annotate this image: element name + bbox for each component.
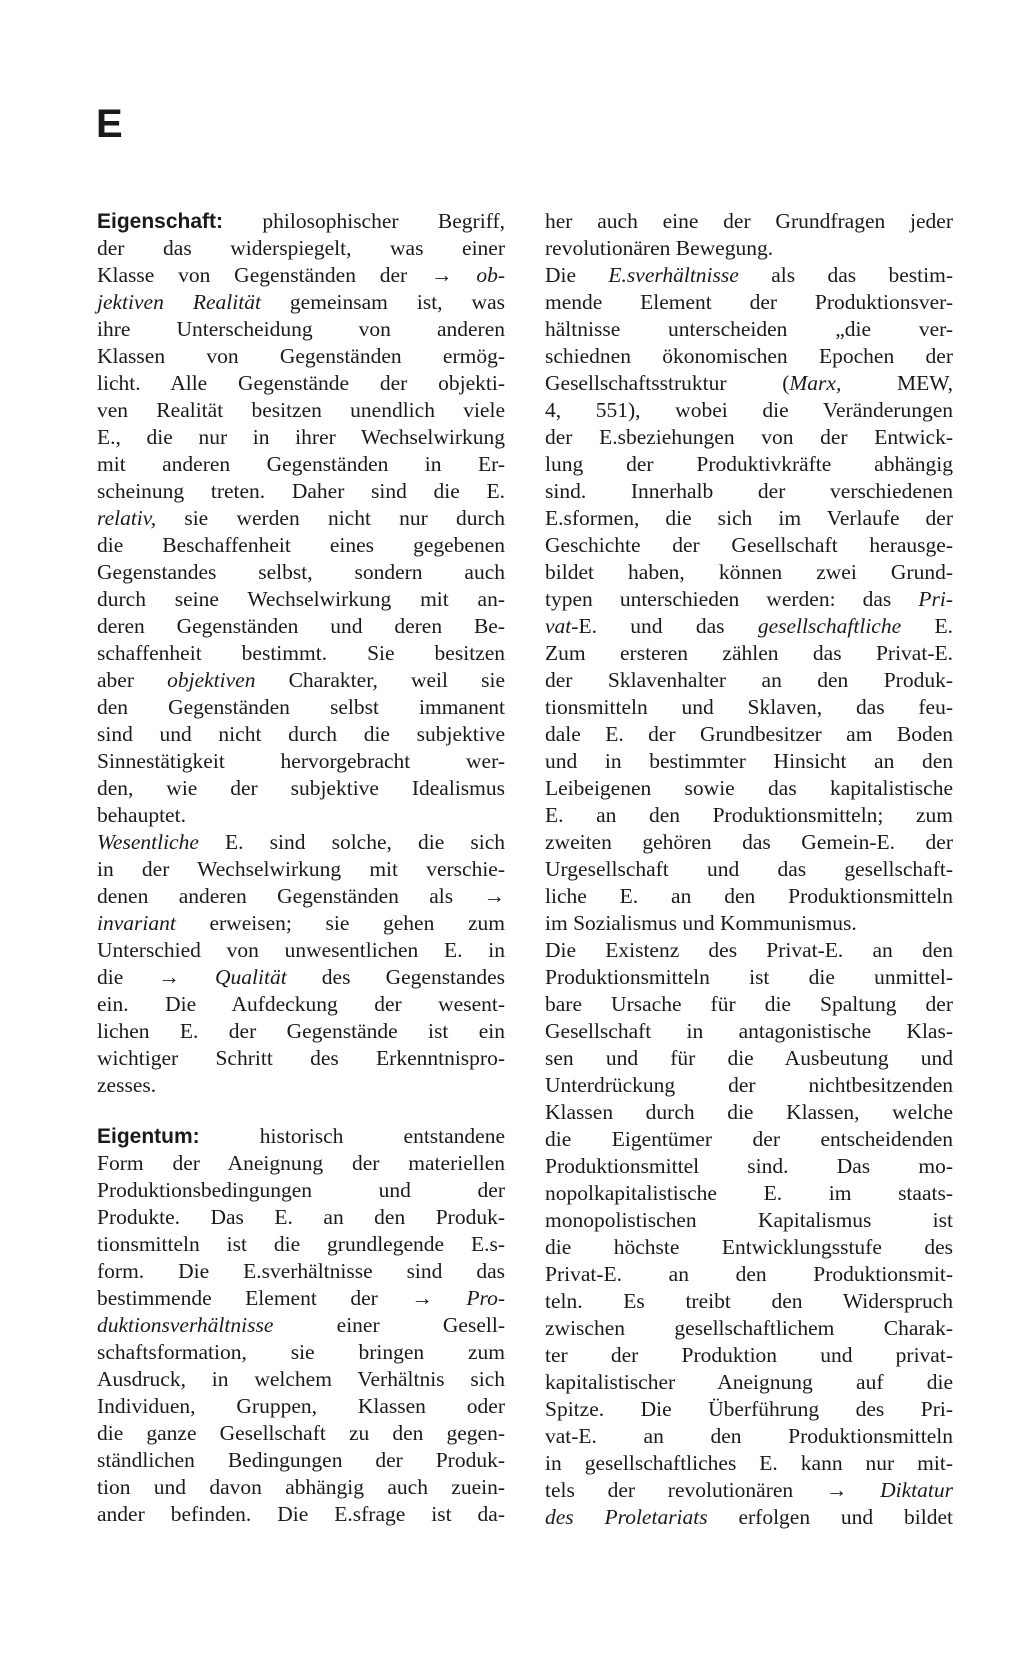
text-segment: lung der Produktivkräfte abhängig xyxy=(545,452,953,476)
italic-term: jektiven Realität xyxy=(97,290,261,314)
text-segment: her auch eine der Grundfragen jeder xyxy=(545,209,953,233)
text-line xyxy=(97,1072,505,1099)
text-line xyxy=(545,1423,953,1450)
text-segment: Charakter, weil sie xyxy=(255,668,505,692)
right-column xyxy=(545,208,953,1531)
text-segment: E. xyxy=(901,614,953,638)
text-line xyxy=(97,1258,505,1285)
text-line xyxy=(97,1501,505,1528)
text-line xyxy=(545,1450,953,1477)
text-line xyxy=(97,424,505,451)
text-segment: historisch entstandene xyxy=(259,1124,506,1148)
text-line xyxy=(545,424,953,451)
text-line xyxy=(545,1099,953,1126)
text-segment: ter der Produktion und privat- xyxy=(545,1343,953,1367)
text-line xyxy=(97,208,505,235)
text-line xyxy=(545,1342,953,1369)
text-line xyxy=(97,667,505,694)
italic-term: ob- xyxy=(476,263,505,287)
text-segment: sind und nicht durch die subjektive xyxy=(97,722,505,746)
text-line xyxy=(97,451,505,478)
text-segment: vat-E. an den Produktionsmitteln xyxy=(545,1424,953,1448)
text-segment: Privat-E. an den Produktionsmit- xyxy=(545,1262,953,1286)
text-line xyxy=(545,208,953,235)
italic-term: Marx, xyxy=(789,371,842,395)
text-segment: lichen E. der Gegenstände ist ein xyxy=(97,1019,505,1043)
text-line xyxy=(97,964,505,991)
text-segment: Klassen von Gegenständen ermög- xyxy=(97,344,505,368)
text-line xyxy=(545,1072,953,1099)
text-segment: zesses. xyxy=(97,1073,157,1097)
text-line xyxy=(545,775,953,802)
text-segment: den, wie der subjektive Idealismus xyxy=(97,776,505,800)
text-line xyxy=(97,721,505,748)
text-line xyxy=(545,964,953,991)
text-segment: des Gegenstandes xyxy=(286,965,505,989)
text-line xyxy=(545,613,953,640)
text-line xyxy=(97,532,505,559)
entry-headword: Eigenschaft: xyxy=(97,210,224,233)
dictionary-entry xyxy=(97,1123,505,1528)
text-segment: E. und das xyxy=(578,614,758,638)
text-segment: die ganze Gesellschaft zu den gegen- xyxy=(97,1421,505,1445)
text-line xyxy=(97,1474,505,1501)
text-segment: die → xyxy=(97,965,216,989)
text-segment: sen und für die Ausbeutung und xyxy=(545,1046,953,1070)
text-line xyxy=(545,694,953,721)
text-segment: scheinung treten. Daher sind die E. xyxy=(97,479,505,503)
text-line xyxy=(97,478,505,505)
text-segment: E.sformen, die sich im Verlaufe der xyxy=(545,506,953,530)
text-segment: der Sklavenhalter an den Produk- xyxy=(545,668,953,692)
text-segment: behauptet. xyxy=(97,803,186,827)
text-segment: bildet haben, können zwei Grund- xyxy=(545,560,953,584)
text-line xyxy=(545,370,953,397)
italic-term: Diktatur xyxy=(880,1478,953,1502)
text-segment: wichtiger Schritt des Erkenntnispro- xyxy=(97,1046,505,1070)
text-line xyxy=(545,451,953,478)
text-line xyxy=(545,721,953,748)
text-segment: teln. Es treibt den Widerspruch xyxy=(545,1289,953,1313)
text-segment: bare Ursache für die Spaltung der xyxy=(545,992,953,1016)
text-line xyxy=(97,1150,505,1177)
text-line xyxy=(545,532,953,559)
text-line xyxy=(97,1045,505,1072)
text-segment: MEW, xyxy=(841,371,953,395)
text-line xyxy=(97,1018,505,1045)
text-segment: dale E. der Grundbesitzer am Boden xyxy=(545,722,953,746)
left-column xyxy=(97,208,505,1528)
text-line xyxy=(545,802,953,829)
text-segment: licht. Alle Gegenstände der objekti- xyxy=(97,371,505,395)
text-segment: im Sozialismus und Kommunismus. xyxy=(545,911,857,935)
text-segment: zweiten gehören das Gemein-E. der xyxy=(545,830,953,854)
text-line xyxy=(545,1261,953,1288)
text-segment: die höchste Entwicklungsstufe des xyxy=(545,1235,953,1259)
text-segment: Zum ersteren zählen das Privat-E. xyxy=(545,641,953,665)
text-segment: den Gegenständen selbst immanent xyxy=(97,695,505,719)
text-line xyxy=(97,1447,505,1474)
text-segment: in der Wechselwirkung mit verschie- xyxy=(97,857,505,881)
italic-term: vat- xyxy=(545,614,579,638)
text-segment: der das widerspiegelt, was einer xyxy=(97,236,505,260)
italic-term: Pri- xyxy=(918,587,953,611)
text-line xyxy=(545,1396,953,1423)
text-line xyxy=(545,289,953,316)
text-segment: Individuen, Gruppen, Klassen oder xyxy=(97,1394,505,1418)
italic-term: objektiven xyxy=(167,668,256,692)
text-line xyxy=(545,667,953,694)
italic-term: relativ, xyxy=(97,506,157,530)
text-segment: schiednen ökonomischen Epochen der xyxy=(545,344,953,368)
text-line xyxy=(545,1045,953,1072)
text-segment: Spitze. Die Überführung des Pri- xyxy=(545,1397,953,1421)
text-segment: sie werden nicht nur durch xyxy=(156,506,505,530)
text-segment: die Eigentümer der entscheidenden xyxy=(545,1127,953,1151)
text-segment: hältnisse unterscheiden „die ver- xyxy=(545,317,953,341)
italic-term: des Proletariats xyxy=(545,1505,708,1529)
text-line xyxy=(97,235,505,262)
text-segment: Die Existenz des Privat-E. an den xyxy=(545,938,953,962)
text-segment: die Beschaffenheit eines gegebenen xyxy=(97,533,505,557)
text-segment: tionsmitteln und Sklaven, das feu- xyxy=(545,695,953,719)
text-segment: Sinnestätigkeit hervorgebracht wer- xyxy=(97,749,505,773)
text-line xyxy=(97,1393,505,1420)
italic-term: gesellschaftliche xyxy=(757,614,902,638)
text-line xyxy=(545,343,953,370)
text-segment: monopolistischen Kapitalismus ist xyxy=(545,1208,953,1232)
text-segment: Klasse von Gegenständen der → xyxy=(97,263,477,287)
text-line xyxy=(97,937,505,964)
text-segment: form. Die E.sverhältnisse sind das xyxy=(97,1259,505,1283)
italic-term: duktionsverhältnisse xyxy=(97,1313,274,1337)
text-segment: tels der revolutionären → xyxy=(545,1478,881,1502)
text-line xyxy=(97,640,505,667)
text-line xyxy=(545,883,953,910)
text-segment: Produktionsbedingungen und der xyxy=(97,1178,505,1202)
text-segment: bestimmende Element der → xyxy=(97,1286,467,1310)
text-line xyxy=(97,1339,505,1366)
text-segment: gemeinsam ist, was xyxy=(260,290,505,314)
text-line xyxy=(97,1204,505,1231)
text-line xyxy=(97,856,505,883)
text-line xyxy=(97,289,505,316)
text-segment: Produktionsmitteln ist die unmittel- xyxy=(545,965,953,989)
text-line xyxy=(545,1234,953,1261)
text-line xyxy=(545,505,953,532)
italic-term: Pro- xyxy=(466,1286,505,1310)
text-segment: Die xyxy=(545,263,609,287)
text-segment: aber xyxy=(97,668,168,692)
entry-headword: Eigentum: xyxy=(97,1125,200,1148)
text-line xyxy=(97,262,505,289)
text-segment: E. sind solche, die sich xyxy=(198,830,505,854)
text-line xyxy=(545,586,953,613)
text-line xyxy=(545,1315,953,1342)
text-segment: Unterschied von unwesentlichen E. in xyxy=(97,938,505,962)
text-line xyxy=(545,1126,953,1153)
italic-term: invariant xyxy=(97,911,176,935)
text-segment: schaftsformation, sie bringen zum xyxy=(97,1340,505,1364)
text-segment: schaffenheit bestimmt. Sie besitzen xyxy=(97,641,505,665)
text-segment: revolutionären Bewegung. xyxy=(545,236,774,260)
text-line xyxy=(97,397,505,424)
text-line xyxy=(97,1177,505,1204)
text-line xyxy=(545,1477,953,1504)
text-segment: E. an den Produktionsmitteln; zum xyxy=(545,803,953,827)
text-line xyxy=(97,316,505,343)
text-line xyxy=(545,910,953,937)
text-line xyxy=(97,1231,505,1258)
text-line xyxy=(97,1366,505,1393)
text-line xyxy=(97,1312,505,1339)
text-segment: typen unterschieden werden: das xyxy=(545,587,919,611)
text-segment: Unterdrückung der nichtbesitzenden xyxy=(545,1073,953,1097)
text-line xyxy=(97,586,505,613)
text-segment: ein. Die Aufdeckung der wesent- xyxy=(97,992,505,1016)
text-line xyxy=(545,1288,953,1315)
text-line xyxy=(97,694,505,721)
text-line xyxy=(97,910,505,937)
text-segment: philosophischer Begriff, xyxy=(262,209,505,233)
text-line xyxy=(97,775,505,802)
text-line xyxy=(97,991,505,1018)
text-segment: in gesellschaftliches E. kann nur mit- xyxy=(545,1451,953,1475)
text-line xyxy=(97,613,505,640)
text-segment: Klassen durch die Klassen, welche xyxy=(545,1100,953,1124)
text-segment: tionsmitteln ist die grundlegende E.s- xyxy=(97,1232,505,1256)
text-segment: 4, 551), wobei die Veränderungen xyxy=(545,398,953,422)
text-segment: Ausdruck, in welchem Verhältnis sich xyxy=(97,1367,505,1391)
text-line xyxy=(545,1153,953,1180)
text-line xyxy=(97,1123,505,1150)
text-segment: der E.sbeziehungen von der Entwick- xyxy=(545,425,953,449)
text-segment: denen anderen Gegenständen als → xyxy=(97,884,505,908)
text-line xyxy=(545,856,953,883)
text-segment: Form der Aneignung der materiellen xyxy=(97,1151,505,1175)
text-segment: Leibeigenen sowie das kapitalistische xyxy=(545,776,953,800)
text-segment: Geschichte der Gesellschaft herausge- xyxy=(545,533,953,557)
text-segment: ander befinden. Die E.sfrage ist da- xyxy=(97,1502,505,1526)
text-line xyxy=(97,1285,505,1312)
text-line xyxy=(545,937,953,964)
text-segment: erweisen; sie gehen zum xyxy=(175,911,505,935)
text-segment: sind. Innerhalb der verschiedenen xyxy=(545,479,953,503)
text-segment: ven Realität besitzen unendlich viele xyxy=(97,398,505,422)
text-line xyxy=(545,991,953,1018)
text-line xyxy=(545,262,953,289)
text-segment: Gegenstandes selbst, sondern auch xyxy=(97,560,505,584)
text-segment: einer Gesell- xyxy=(273,1313,505,1337)
text-line xyxy=(97,802,505,829)
text-segment: deren Gegenständen und deren Be- xyxy=(97,614,505,638)
text-segment: tion und davon abhängig auch zuein- xyxy=(97,1475,505,1499)
text-line xyxy=(97,829,505,856)
italic-term: Qualität xyxy=(215,965,287,989)
text-segment: Gesellschaftsstruktur ( xyxy=(545,371,790,395)
text-segment: mende Element der Produktionsver- xyxy=(545,290,953,314)
dictionary-entry xyxy=(97,208,505,1099)
text-segment: zwischen gesellschaftlichem Charak- xyxy=(545,1316,953,1340)
text-segment: Gesellschaft in antagonistische Klas- xyxy=(545,1019,953,1043)
text-segment: als das bestim- xyxy=(738,263,953,287)
text-segment: mit anderen Gegenständen in Er- xyxy=(97,452,505,476)
text-segment: Urgesellschaft und das gesellschaft- xyxy=(545,857,953,881)
text-segment: E., die nur in ihrer Wechselwirkung xyxy=(97,425,505,449)
text-segment: ständlichen Bedingungen der Produk- xyxy=(97,1448,505,1472)
text-segment: erfolgen und bildet xyxy=(707,1505,953,1529)
text-line xyxy=(545,316,953,343)
text-line xyxy=(545,478,953,505)
text-line xyxy=(97,505,505,532)
text-line xyxy=(97,370,505,397)
text-segment: und in bestimmter Hinsicht an den xyxy=(545,749,953,773)
text-line xyxy=(545,1369,953,1396)
section-letter: E xyxy=(96,102,123,146)
text-line xyxy=(545,1207,953,1234)
text-line xyxy=(545,748,953,775)
text-line xyxy=(545,640,953,667)
text-segment: liche E. an den Produktionsmitteln xyxy=(545,884,953,908)
text-line xyxy=(97,343,505,370)
text-segment: kapitalistischer Aneignung auf die xyxy=(545,1370,953,1394)
text-line xyxy=(97,559,505,586)
text-line xyxy=(545,235,953,262)
text-line xyxy=(545,1180,953,1207)
text-segment: ihre Unterscheidung von anderen xyxy=(97,317,505,341)
text-line xyxy=(545,397,953,424)
text-segment: Produkte. Das E. an den Produk- xyxy=(97,1205,505,1229)
text-line xyxy=(545,1018,953,1045)
text-line xyxy=(545,559,953,586)
text-line xyxy=(97,748,505,775)
italic-term: E.sverhältnisse xyxy=(608,263,739,287)
text-segment: durch seine Wechselwirkung mit an- xyxy=(97,587,505,611)
italic-term: Wesentliche xyxy=(97,830,199,854)
text-segment: nopolkapitalistische E. im staats- xyxy=(545,1181,953,1205)
text-segment: Produktionsmittel sind. Das mo- xyxy=(545,1154,953,1178)
text-line xyxy=(97,1420,505,1447)
text-line xyxy=(545,829,953,856)
text-line xyxy=(97,883,505,910)
entry-gap xyxy=(97,1099,505,1123)
text-line xyxy=(545,1504,953,1531)
